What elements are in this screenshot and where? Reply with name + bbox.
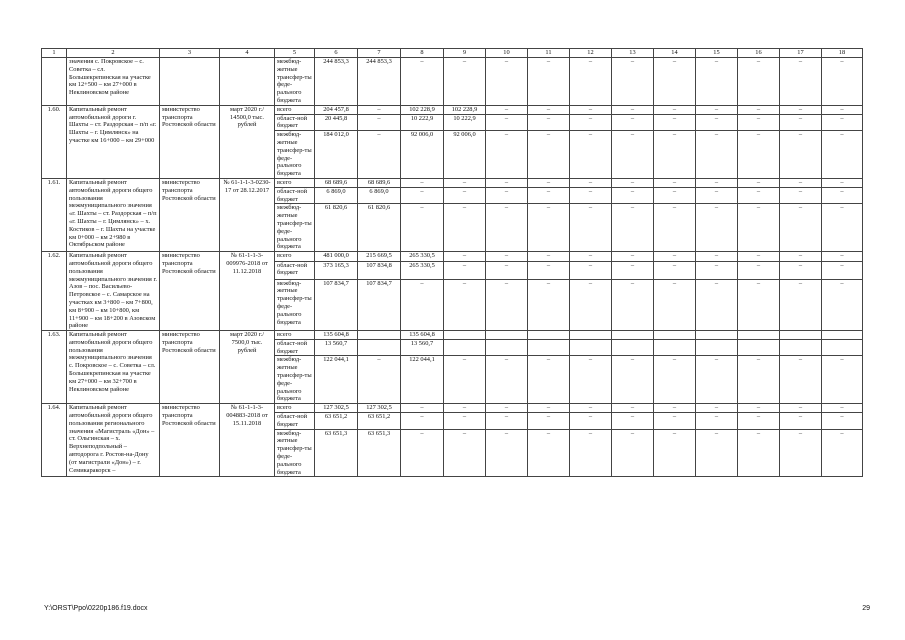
amount-cell: – — [612, 187, 654, 204]
amount-cell: – — [570, 178, 612, 187]
amount-cell: 6 869,0 — [315, 187, 358, 204]
amount-cell: – — [780, 58, 822, 106]
amount-cell: – — [486, 114, 528, 131]
amount-cell: 68 689,6 — [315, 178, 358, 187]
amount-cell: – — [401, 204, 444, 252]
amount-cell: – — [612, 261, 654, 279]
amount-cell: 63 651,2 — [315, 413, 358, 430]
amount-cell: – — [486, 279, 528, 331]
amount-cell: – — [780, 404, 822, 413]
amount-cell: – — [444, 279, 486, 331]
amount-cell: – — [654, 187, 696, 204]
amount-cell: – — [444, 356, 486, 404]
amount-cell: – — [528, 114, 570, 131]
amount-cell: – — [696, 261, 738, 279]
amount-cell: 107 834,7 — [358, 279, 401, 331]
amount-cell — [654, 339, 696, 356]
page-number: 29 — [862, 605, 870, 612]
amount-cell: – — [612, 58, 654, 106]
amount-cell: – — [822, 252, 863, 261]
amount-cell: – — [444, 58, 486, 106]
funding-source: област-ной бюджет — [275, 413, 315, 430]
amount-cell: – — [654, 58, 696, 106]
executor: министерство транспорта Ростовской области — [160, 252, 220, 331]
amount-cell: – — [444, 413, 486, 430]
funding-source: межбюд-жетные трансфер-ты феде-рального бюджета — [275, 204, 315, 252]
column-header: 7 — [358, 49, 401, 58]
amount-cell: – — [612, 178, 654, 187]
amount-cell: 61 820,6 — [358, 204, 401, 252]
amount-cell: – — [486, 204, 528, 252]
amount-cell: – — [654, 252, 696, 261]
amount-cell: – — [738, 204, 780, 252]
amount-cell: – — [528, 261, 570, 279]
amount-cell — [570, 331, 612, 340]
amount-cell: – — [612, 404, 654, 413]
amount-cell: 68 689,6 — [358, 178, 401, 187]
amount-cell: – — [822, 429, 863, 477]
amount-cell: 63 651,3 — [358, 429, 401, 477]
amount-cell: – — [401, 429, 444, 477]
funding-source: межбюд-жетные трансфер-ты феде-рального бюджета — [275, 58, 315, 106]
amount-cell: 20 445,8 — [315, 114, 358, 131]
amount-cell: – — [654, 413, 696, 430]
amount-cell: 204 457,8 — [315, 105, 358, 114]
amount-cell: 61 820,6 — [315, 204, 358, 252]
amount-cell — [822, 339, 863, 356]
amount-cell — [570, 339, 612, 356]
amount-cell: – — [570, 58, 612, 106]
funding-source: всего — [275, 252, 315, 261]
table-row — [42, 331, 863, 340]
column-header: 10 — [486, 49, 528, 58]
table-row — [42, 252, 863, 261]
amount-cell: 102 228,9 — [444, 105, 486, 114]
amount-cell: – — [822, 187, 863, 204]
amount-cell — [822, 331, 863, 340]
amount-cell: – — [738, 131, 780, 179]
amount-cell: – — [486, 58, 528, 106]
amount-cell: 13 560,7 — [401, 339, 444, 356]
amount-cell: 135 604,8 — [401, 331, 444, 340]
amount-cell: – — [528, 58, 570, 106]
amount-cell: – — [738, 187, 780, 204]
amount-cell: – — [738, 356, 780, 404]
amount-cell: – — [486, 429, 528, 477]
column-header: 2 — [67, 49, 160, 58]
amount-cell: 10 222,9 — [401, 114, 444, 131]
document-info — [220, 58, 275, 106]
funding-source: област-ной бюджет — [275, 187, 315, 204]
amount-cell: – — [822, 114, 863, 131]
amount-cell: – — [654, 356, 696, 404]
funding-source: област-ной бюджет — [275, 261, 315, 279]
amount-cell: – — [570, 356, 612, 404]
column-header: 5 — [275, 49, 315, 58]
amount-cell: – — [780, 279, 822, 331]
document-info: март 2020 г./ 14500,0 тыс. рублей — [220, 105, 275, 178]
funding-source: межбюд-жетные трансфер-ты феде-рального бюджета — [275, 429, 315, 477]
amount-cell: 373 165,3 — [315, 261, 358, 279]
row-number: 1.60. — [42, 105, 67, 178]
work-name: Капитальный ремонт автомобильной дороги общего пользования межмуниципального значения г. Азов – пос. Васильево-Петровское – с. Самарское на участках км 3+800 – км 7+800, км 8+900 – км 10+800, км 11+900 – км 18+200 в Азовском районе — [67, 252, 160, 331]
funding-source: всего — [275, 105, 315, 114]
column-header: 4 — [220, 49, 275, 58]
column-header: 11 — [528, 49, 570, 58]
amount-cell: – — [612, 429, 654, 477]
column-header: 13 — [612, 49, 654, 58]
amount-cell — [612, 331, 654, 340]
amount-cell: – — [444, 187, 486, 204]
amount-cell — [696, 331, 738, 340]
amount-cell: – — [696, 58, 738, 106]
amount-cell — [780, 331, 822, 340]
amount-cell: – — [780, 105, 822, 114]
funding-source: всего — [275, 331, 315, 340]
amount-cell: – — [570, 105, 612, 114]
column-header: 17 — [780, 49, 822, 58]
amount-cell: – — [612, 356, 654, 404]
amount-cell: 92 006,0 — [401, 131, 444, 179]
table-row — [42, 178, 863, 187]
funding-source: межбюд-жетные трансфер-ты феде-рального бюджета — [275, 356, 315, 404]
amount-cell: 63 651,2 — [358, 413, 401, 430]
column-header: 3 — [160, 49, 220, 58]
amount-cell: – — [822, 105, 863, 114]
amount-cell — [444, 331, 486, 340]
amount-cell: – — [822, 131, 863, 179]
work-name: значения с. Покровское – с. Советка – сл. Большекрепинская на участке км 12+500 – км 27+000 в Неклиновском районе — [67, 58, 160, 106]
amount-cell: – — [738, 105, 780, 114]
amount-cell: 244 853,3 — [315, 58, 358, 106]
amount-cell: – — [401, 187, 444, 204]
amount-cell: – — [696, 204, 738, 252]
amount-cell: – — [570, 413, 612, 430]
document-info: № 61-1-1-3-0230-17 от 28.12.2017 — [220, 178, 275, 251]
amount-cell: – — [654, 105, 696, 114]
amount-cell: – — [486, 356, 528, 404]
amount-cell: – — [570, 252, 612, 261]
row-number: 1.64. — [42, 404, 67, 477]
table-row — [42, 404, 863, 413]
amount-cell: 107 834,7 — [315, 279, 358, 331]
amount-cell: – — [528, 131, 570, 179]
row-number: 1.62. — [42, 252, 67, 331]
table-row — [42, 58, 863, 106]
amount-cell — [528, 339, 570, 356]
amount-cell: – — [822, 261, 863, 279]
amount-cell: 215 669,5 — [358, 252, 401, 261]
amount-cell: 13 560,7 — [315, 339, 358, 356]
executor: министерство транспорта Ростовской области — [160, 404, 220, 477]
amount-cell: – — [612, 252, 654, 261]
amount-cell: – — [696, 404, 738, 413]
amount-cell: – — [401, 279, 444, 331]
amount-cell: – — [612, 204, 654, 252]
budget-table — [41, 48, 863, 477]
amount-cell: – — [654, 131, 696, 179]
amount-cell: 63 651,3 — [315, 429, 358, 477]
amount-cell: – — [570, 279, 612, 331]
amount-cell: – — [612, 279, 654, 331]
amount-cell — [444, 339, 486, 356]
amount-cell: – — [654, 279, 696, 331]
amount-cell: – — [444, 252, 486, 261]
amount-cell — [358, 331, 401, 340]
funding-source: област-ной бюджет — [275, 114, 315, 131]
amount-cell: – — [780, 204, 822, 252]
amount-cell: – — [822, 279, 863, 331]
work-name: Капитальный ремонт автомобильной дороги общего пользования межмуниципального значения «г. Шахты – ст. Раздорская – п/п «г. Шахты – г. Цимлянск» – х. Костиков – г. Шахты на участке км 0+000 – км 2+980 в Октябрьском районе — [67, 178, 160, 251]
amount-cell: – — [696, 131, 738, 179]
amount-cell — [654, 331, 696, 340]
amount-cell — [486, 331, 528, 340]
amount-cell: – — [528, 178, 570, 187]
amount-cell: 135 604,8 — [315, 331, 358, 340]
amount-cell: – — [570, 114, 612, 131]
column-header: 8 — [401, 49, 444, 58]
executor: министерство транспорта Ростовской области — [160, 105, 220, 178]
amount-cell: – — [358, 356, 401, 404]
amount-cell: – — [358, 114, 401, 131]
amount-cell: – — [822, 404, 863, 413]
document-info: март 2020 г./ 7500,0 тыс. рублей — [220, 331, 275, 404]
column-header: 1 — [42, 49, 67, 58]
column-header: 12 — [570, 49, 612, 58]
amount-cell: – — [444, 429, 486, 477]
funding-source: област-ной бюджет — [275, 339, 315, 356]
amount-cell: 127 302,5 — [358, 404, 401, 413]
amount-cell: – — [612, 413, 654, 430]
amount-cell: – — [444, 404, 486, 413]
amount-cell: – — [696, 279, 738, 331]
amount-cell: – — [528, 429, 570, 477]
amount-cell: 127 302,5 — [315, 404, 358, 413]
column-header: 6 — [315, 49, 358, 58]
amount-cell — [358, 339, 401, 356]
amount-cell: – — [696, 413, 738, 430]
amount-cell: – — [654, 404, 696, 413]
amount-cell: – — [780, 356, 822, 404]
amount-cell — [612, 339, 654, 356]
amount-cell: – — [654, 114, 696, 131]
document-info: № 61-1-1-3-009976-2018 от 11.12.2018 — [220, 252, 275, 331]
amount-cell: – — [780, 252, 822, 261]
amount-cell: – — [696, 356, 738, 404]
amount-cell: – — [738, 279, 780, 331]
amount-cell: – — [486, 178, 528, 187]
table-body — [42, 58, 863, 477]
amount-cell: – — [570, 429, 612, 477]
amount-cell: – — [401, 413, 444, 430]
amount-cell: – — [822, 413, 863, 430]
table-row — [42, 105, 863, 114]
amount-cell: – — [654, 204, 696, 252]
amount-cell: – — [486, 252, 528, 261]
amount-cell: – — [486, 261, 528, 279]
amount-cell: – — [570, 131, 612, 179]
amount-cell: – — [738, 178, 780, 187]
amount-cell: – — [570, 204, 612, 252]
executor: министерство транспорта Ростовской области — [160, 178, 220, 251]
row-number: 1.61. — [42, 178, 67, 251]
amount-cell: – — [401, 58, 444, 106]
amount-cell: – — [738, 413, 780, 430]
amount-cell: 92 006,0 — [444, 131, 486, 179]
column-header: 15 — [696, 49, 738, 58]
amount-cell — [528, 331, 570, 340]
amount-cell: – — [528, 279, 570, 331]
amount-cell: – — [696, 252, 738, 261]
amount-cell: – — [444, 204, 486, 252]
amount-cell: – — [696, 429, 738, 477]
amount-cell: – — [570, 187, 612, 204]
amount-cell — [696, 339, 738, 356]
amount-cell: – — [780, 131, 822, 179]
amount-cell: – — [738, 114, 780, 131]
amount-cell: – — [738, 58, 780, 106]
amount-cell: – — [696, 178, 738, 187]
amount-cell: – — [696, 105, 738, 114]
amount-cell: – — [401, 178, 444, 187]
amount-cell: – — [738, 252, 780, 261]
amount-cell: – — [528, 105, 570, 114]
amount-cell: 122 044,1 — [315, 356, 358, 404]
amount-cell: – — [780, 429, 822, 477]
amount-cell: – — [822, 204, 863, 252]
amount-cell: – — [822, 356, 863, 404]
work-name: Капитальный ремонт автомобильной дороги общего пользования межмуниципального значения с. Покровское – с. Советка – сл. Большекрепинская на участке км 27+000 – км 32+700 в Неклиновском районе — [67, 331, 160, 404]
amount-cell: – — [822, 58, 863, 106]
column-header: 16 — [738, 49, 780, 58]
amount-cell: – — [358, 131, 401, 179]
document-sheet — [41, 48, 863, 477]
amount-cell: – — [528, 187, 570, 204]
amount-cell — [486, 339, 528, 356]
amount-cell: – — [486, 131, 528, 179]
amount-cell: – — [654, 178, 696, 187]
amount-cell: – — [780, 114, 822, 131]
amount-cell: – — [358, 105, 401, 114]
amount-cell: – — [570, 404, 612, 413]
amount-cell: – — [738, 429, 780, 477]
amount-cell: – — [780, 413, 822, 430]
amount-cell: – — [486, 187, 528, 204]
footer-file-path: Y:\ORST\Ppo\0220p186.f19.docx — [44, 605, 148, 612]
amount-cell: – — [654, 429, 696, 477]
amount-cell: – — [444, 261, 486, 279]
amount-cell: – — [696, 114, 738, 131]
amount-cell: 481 000,0 — [315, 252, 358, 261]
amount-cell: 184 012,0 — [315, 131, 358, 179]
amount-cell — [738, 331, 780, 340]
funding-source: всего — [275, 178, 315, 187]
amount-cell: – — [612, 105, 654, 114]
amount-cell: 6 869,0 — [358, 187, 401, 204]
amount-cell: – — [654, 261, 696, 279]
column-header: 18 — [822, 49, 863, 58]
column-header: 14 — [654, 49, 696, 58]
amount-cell: – — [570, 261, 612, 279]
document-info: № 61-1-1-3-004883-2018 от 15.11.2018 — [220, 404, 275, 477]
header-row — [42, 49, 863, 58]
amount-cell: 102 228,9 — [401, 105, 444, 114]
funding-source: всего — [275, 404, 315, 413]
amount-cell: 265 330,5 — [401, 252, 444, 261]
work-name: Капитальный ремонт автомобильной дороги г. Шахты – ст. Раздорская – п/п «г. Шахты – г. Цимлянск» на участке км 16+000 – км 29+000 — [67, 105, 160, 178]
amount-cell: – — [528, 356, 570, 404]
amount-cell: 10 222,9 — [444, 114, 486, 131]
work-name: Капитальный ремонт автомобильной дороги общего пользования регионального значения «Магистраль «Дон» – ст. Ольгинская – х. Верхнеподпольный – автодорога г. Ростов-на-Дону (от магистрали «Дон») – г. Семикаракорск – — [67, 404, 160, 477]
amount-cell — [780, 339, 822, 356]
column-header: 9 — [444, 49, 486, 58]
amount-cell: – — [528, 204, 570, 252]
amount-cell: 107 834,8 — [358, 261, 401, 279]
amount-cell: – — [528, 413, 570, 430]
amount-cell: – — [738, 404, 780, 413]
amount-cell: – — [780, 261, 822, 279]
amount-cell: – — [486, 105, 528, 114]
executor: министерство транспорта Ростовской области — [160, 331, 220, 404]
amount-cell: – — [612, 114, 654, 131]
amount-cell: – — [401, 404, 444, 413]
amount-cell: – — [696, 187, 738, 204]
amount-cell: 122 044,1 — [401, 356, 444, 404]
funding-source: межбюд-жетные трансфер-ты феде-рального бюджета — [275, 279, 315, 331]
amount-cell: – — [486, 404, 528, 413]
amount-cell: – — [528, 252, 570, 261]
amount-cell: – — [528, 404, 570, 413]
amount-cell — [738, 339, 780, 356]
amount-cell: – — [486, 413, 528, 430]
amount-cell: – — [612, 131, 654, 179]
amount-cell: – — [780, 178, 822, 187]
funding-source: межбюд-жетные трансфер-ты феде-рального бюджета — [275, 131, 315, 179]
executor — [160, 58, 220, 106]
row-number: 1.63. — [42, 331, 67, 404]
amount-cell: 265 330,5 — [401, 261, 444, 279]
amount-cell: – — [822, 178, 863, 187]
amount-cell: 244 853,3 — [358, 58, 401, 106]
row-number — [42, 58, 67, 106]
amount-cell: – — [738, 261, 780, 279]
amount-cell: – — [444, 178, 486, 187]
amount-cell: – — [780, 187, 822, 204]
